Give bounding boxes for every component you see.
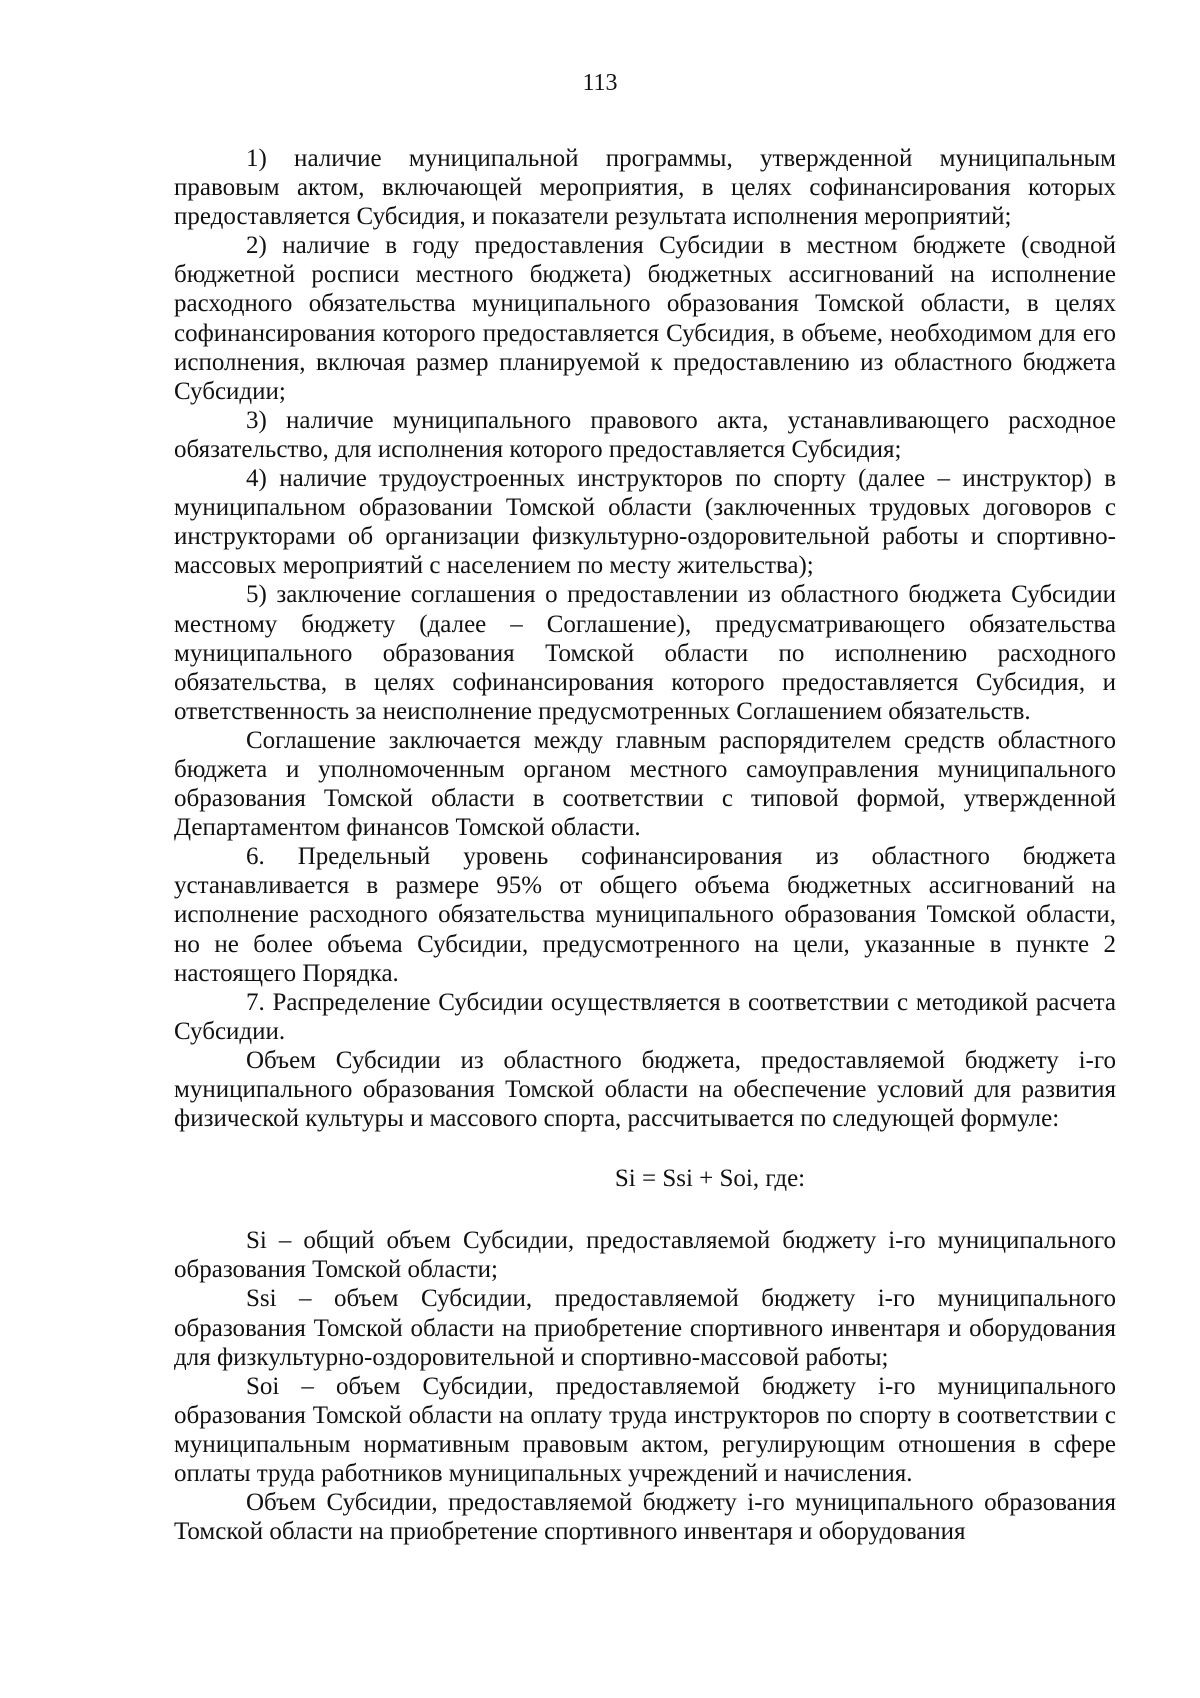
paragraph-ssi-definition: Ssi – объем Субсидии, предоставляемой бюджету i-го муниципального образования Томской области на приобретение спортивного инвентаря и оборудования для физкультурно-оздоровительной и спортивно-массовой работы; [174, 1285, 1116, 1371]
paragraph-clause-6: 6. Предельный уровень софинансирования из областного бюджета устанавливается в размере 95% от общего объема бюджетных ассигнований на исполнение расходного обязательства муниципального образования Томской области, но не более объема Субсидии, предусмотренного на цели, указанные в пункте 2 настоящего Порядка. [174, 843, 1116, 987]
page-number: 113 [582, 70, 618, 96]
paragraph-soi-definition: Soi – объем Субсидии, предоставляемой бюджету i-го муниципального образования Томской области на оплату труда инструкторов по спорту в соответствии с муниципальным нормативным правовым актом, регулирующим отношения в сфере оплаты труда работников муниципальных учреждений и начисления. [174, 1372, 1116, 1488]
paragraph-formula-intro: Объем Субсидии из областного бюджета, предоставляемой бюджету i-го муниципального образования Томской области на обеспечение условий для развития физической культуры и массового спорта, рассчитывается по следующей формуле: [174, 1046, 1116, 1133]
document-body [174, 144, 1116, 1546]
paragraph-item-3: 3) наличие муниципального правового акта, устанавливающего расходное обязательство, для исполнения которого предоставляется Субсидия; [174, 406, 1116, 463]
paragraph-item-2: 2) наличие в году предоставления Субсидии в местном бюджете (сводной бюджетной росписи местного бюджета) бюджетных ассигнований на исполнение расходного обязательства муниципального образования Томской области, в целях софинансирования которого предоставляется Субсидия, в объеме, необходимом для его исполнения, включая размер планируемой к предоставлению из областного бюджета Субсидии; [174, 232, 1116, 405]
paragraph-clause-7: 7. Распределение Субсидии осуществляется в соответствии с методикой расчета Субсидии. [174, 988, 1116, 1045]
paragraph-agreement: Соглашение заключается между главным распорядителем средств областного бюджета и уполномоченным органом местного самоуправления муниципального образования Томской области в соответствии с типовой формой, утвержденной Департаментом финансов Томской области. [174, 726, 1116, 842]
paragraph-ssi-volume: Объем Субсидии, предоставляемой бюджету i-го муниципального образования Томской области на приобретение спортивного инвентаря и оборудования [174, 1489, 1116, 1546]
paragraph-si-definition: Si – общий объем Субсидии, предоставляемой бюджету i-го муниципального образования Томской области; [174, 1227, 1116, 1284]
paragraph-item-1: 1) наличие муниципальной программы, утвержденной муниципальным правовым актом, включающей мероприятия, в целях софинансирования которых предоставляется Субсидия, и показатели результата исполнения мероприятий; [174, 145, 1116, 231]
paragraph-item-5: 5) заключение соглашения о предоставлении из областного бюджета Субсидии местному бюджету (далее – Соглашение), предусматривающего обязательства муниципального образования Томской области по исполнению расходного обязательства, в целях софинансирования которого предоставляется Субсидия, и ответственность за неисполнение предусмотренных Соглашением обязательств. [174, 581, 1116, 725]
formula: Si = Ssi + Soi, где: [614, 1165, 806, 1193]
paragraph-item-4: 4) наличие трудоустроенных инструкторов по спорту (далее – инструктор) в муниципальном образовании Томской области (заключенных трудовых договоров с инструкторами об организации физкультурно-оздоровительной работы и спортивно-массовых мероприятий с населением по месту жительства); [174, 465, 1116, 580]
